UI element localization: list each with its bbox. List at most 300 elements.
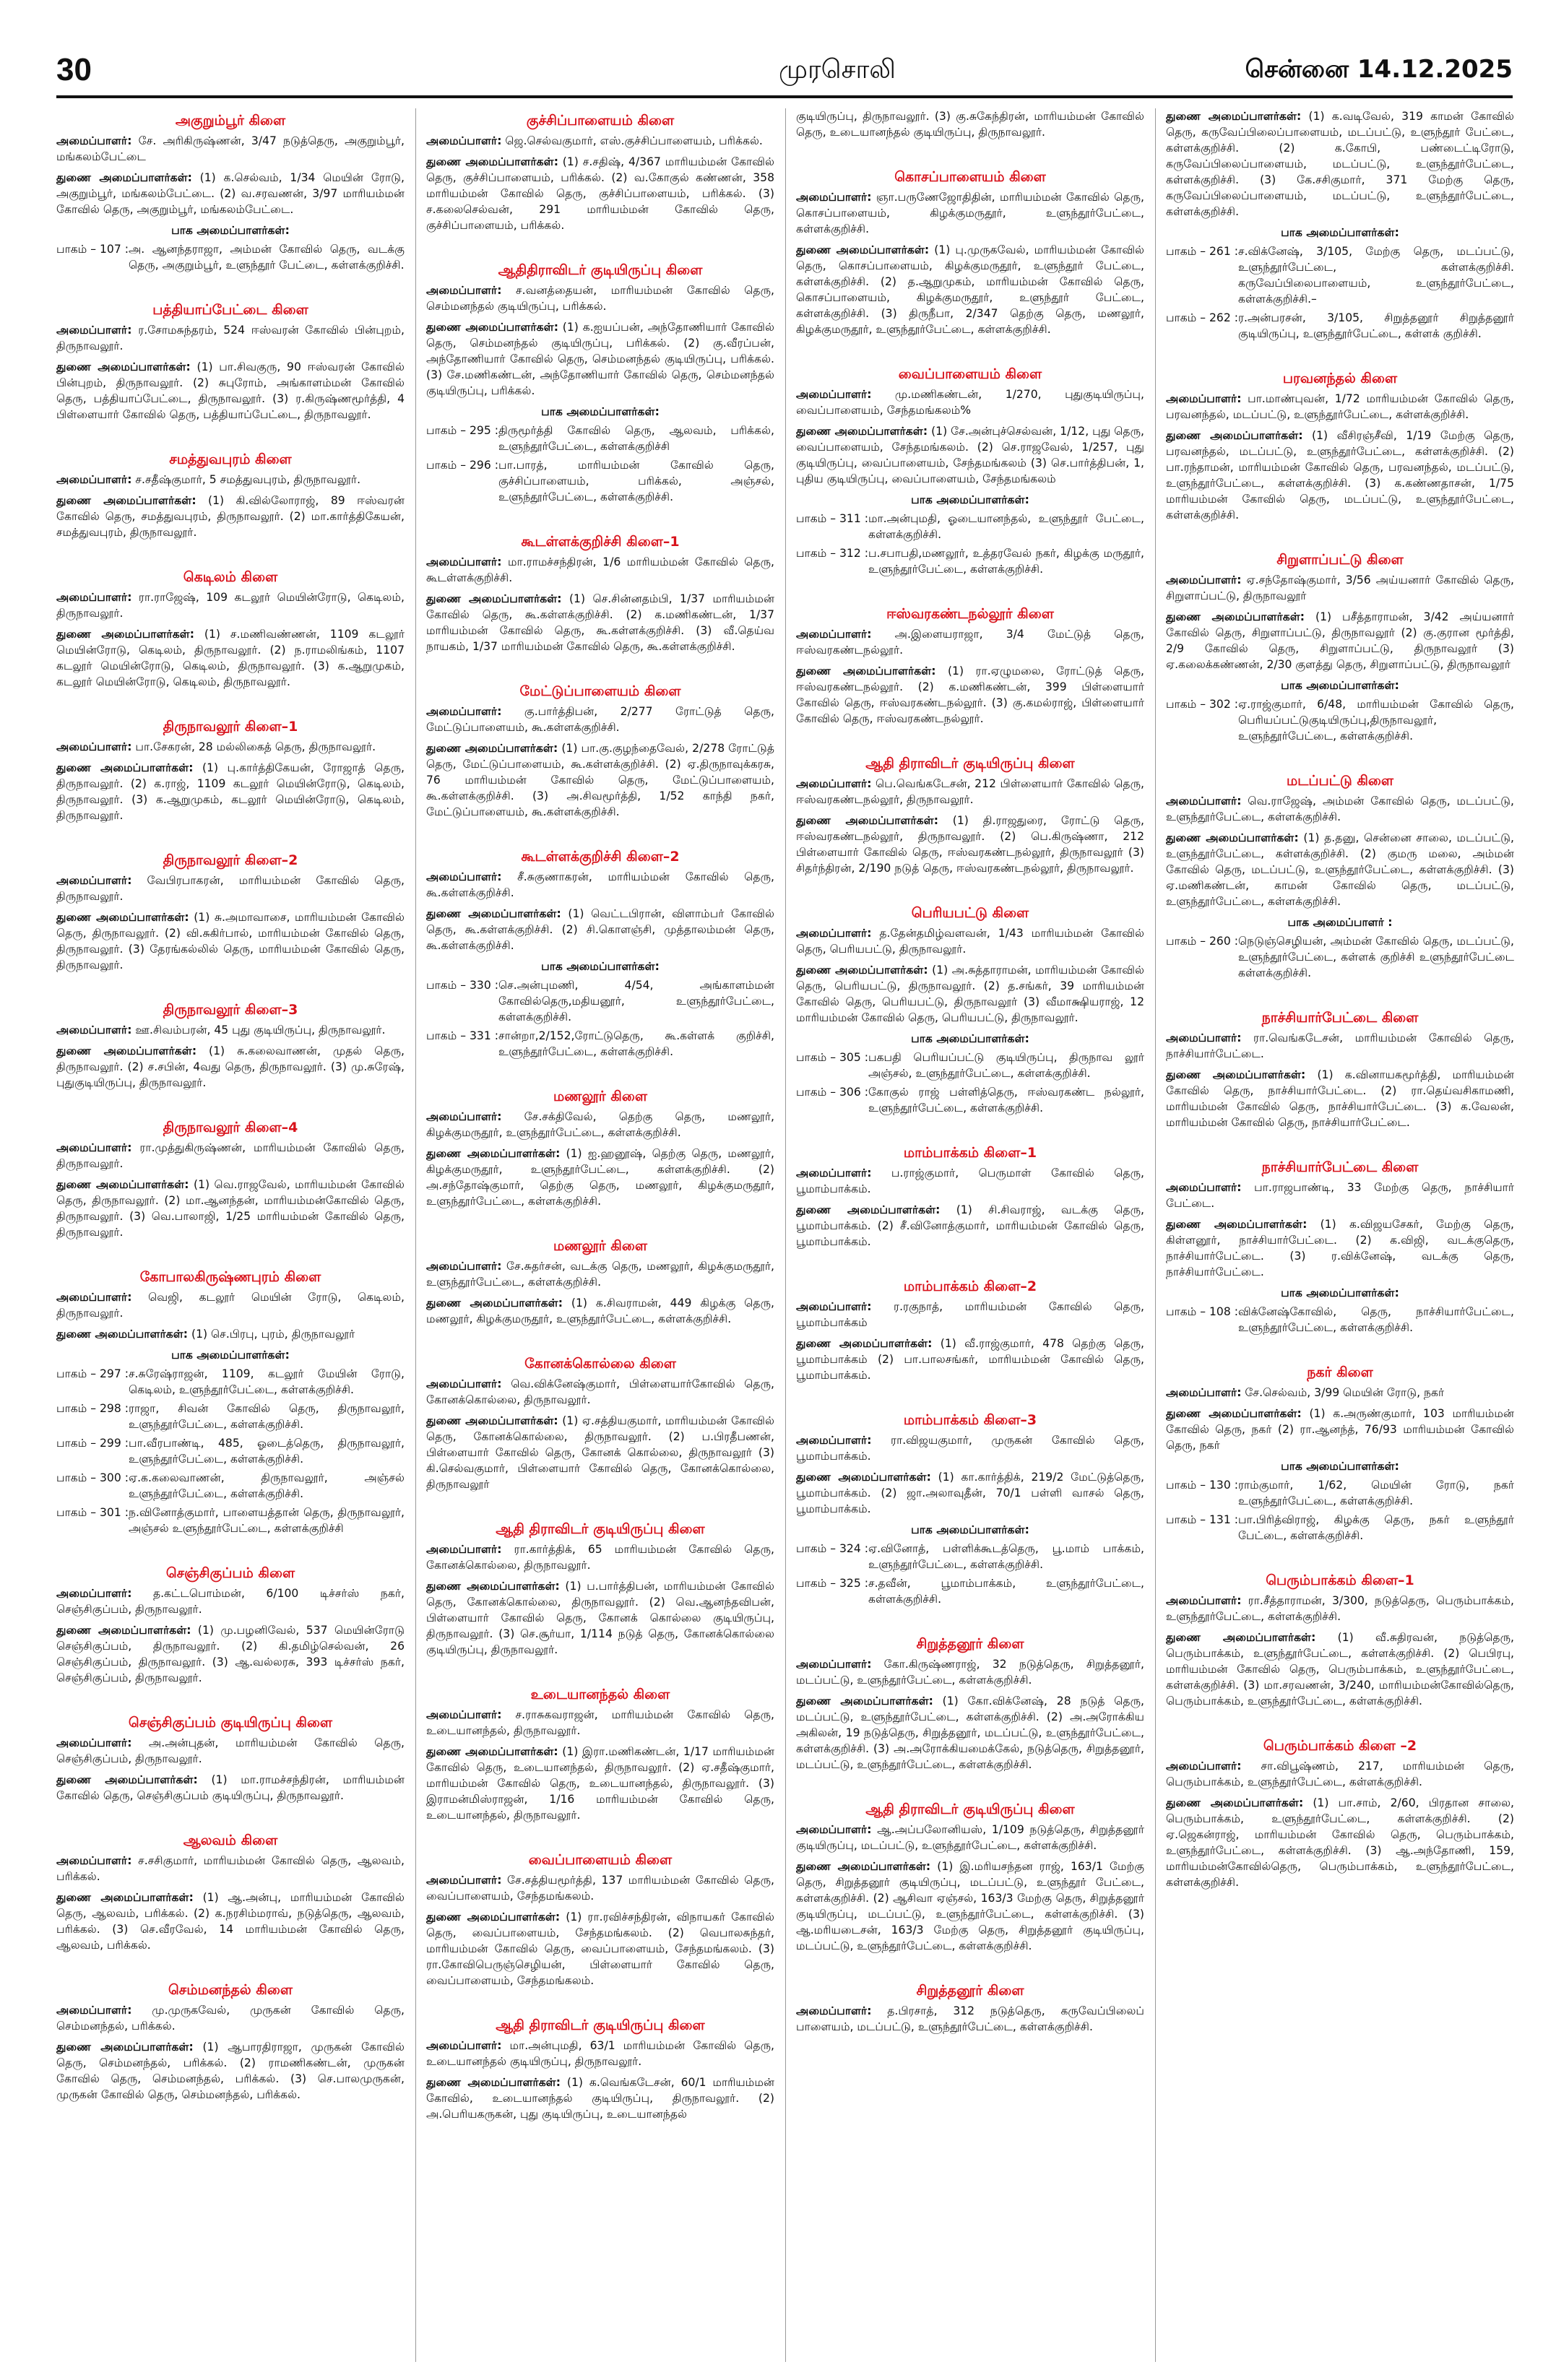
organizer-entry: அமைப்பாளர்: ப.ராஜ்குமார், பெருமாள் கோவில் தெரு, பூமாம்பாக்கம். — [796, 1167, 1144, 1195]
branch-heading: பரவனந்தல் கிளை — [1282, 371, 1398, 386]
organizer-entry: அமைப்பாளர்: சீ.சுகுணாகரன், மாரியம்மன் கோவில் தெரு, கூ.கள்ளக்குறிச்சி. — [426, 870, 774, 899]
branch-heading: பெரியபட்டு கிளை — [911, 905, 1029, 921]
deputy-organizers-entry: துணை அமைப்பாளர்கள்: (1) வீ.ராஜ்குமார், 478 தெற்கு தெரு, பூமாம்பாக்கம் (2) பா.பாலசங்கர், மாரியம்மன் கோவில் தெரு, பூமாம்பாக்கம். — [796, 1337, 1144, 1382]
booth-row — [426, 977, 774, 1025]
booth-number: பாகம் – 301 : — [56, 1506, 129, 1519]
field-label: துணை அமைப்பாளர்கள்: — [796, 1337, 933, 1350]
column-divider — [415, 108, 416, 2362]
field-label: துணை அமைப்பாளர்கள்: — [796, 665, 936, 678]
field-label: அமைப்பாளர்: — [426, 555, 502, 568]
field-label: அமைப்பாளர்: — [1166, 392, 1242, 405]
field-label: அமைப்பாளர்: — [56, 1587, 132, 1600]
branch-heading: ஆதி திராவிடர் குடியிருப்பு கிளை — [865, 756, 1075, 771]
field-label: துணை அமைப்பாளர்கள்: — [56, 1044, 197, 1057]
field-label: துணை அமைப்பாளர்கள்: — [426, 1580, 560, 1593]
branch-heading: மணலூர் கிளை — [553, 1238, 647, 1254]
organizer-entry: அமைப்பாளர்: த.கட்டபொம்மன், 6/100 டிச்சர்ஸ் நகர், செஞ்சிகுப்பம், திருநாவலூர். — [56, 1587, 405, 1616]
booth-organizers-heading: பாக அமைப்பாளர்கள்: — [1281, 679, 1399, 692]
organizer-entry: அமைப்பாளர்: சே. அரிகிருஷ்ணன், 3/47 நடுத்தெரு, அகுறும்பூர், மங்கலம்பேட்டை — [56, 134, 405, 163]
page-number: 30 — [56, 52, 92, 87]
field-label: அமைப்பாளர்: — [426, 1260, 502, 1273]
column-4 — [1166, 108, 1514, 2362]
branch-heading: கோபாலகிருஷ்ணபுரம் கிளை — [139, 1269, 321, 1285]
booth-organizer: நெடுஞ்செழியன், அம்மன் கோவில் தெரு, மடப்பட்டு, உளுந்தூர்பேட்டை, கள்ளக் குறிச்சி உளுந்தூர்பேட்டை கள்ளக்குறிச்சி. — [1237, 935, 1514, 979]
deputy-organizers-entry: துணை அமைப்பாளர்கள்: (1) சி.சிவராஜ், வடக்கு தெரு, பூமாம்பாக்கம். (2) சீ.வினோத்குமார், மாரியம்மன் கோவில் தெரு, பூமாம்பாக்கம். — [796, 1203, 1144, 1248]
masthead — [56, 52, 1513, 98]
field-label: துணை அமைப்பாளர்கள்: — [796, 1695, 933, 1708]
organizer-entry: அமைப்பாளர்: மு.முருகவேல், முருகன் கோவில் தெரு, செம்மனந்தல், பரிக்கல். — [56, 2004, 405, 2033]
booth-organizers-heading: பாக அமைப்பாளர்கள்: — [541, 960, 660, 973]
organizer-entry: அமைப்பாளர்: ர.ரகுநாத், மாரியம்மன் கோவில் தெரு, பூமாம்பாக்கம் — [796, 1300, 1144, 1329]
branch-heading: சிறுத்தனூர் கிளை — [916, 1636, 1024, 1652]
organizer-entry: அமைப்பாளர்: ஆ.அப்பலோனியஸ், 1/109 நடுத்தெரு, சிறுத்தனூர் குடியிருப்பு, மடப்பட்டு, உளுந்தூர்பேட்டை, கள்ளக்குறிச்சி. — [796, 1823, 1144, 1852]
branch-heading: மாம்பாக்கம் கிளை–3 — [903, 1412, 1037, 1428]
deputy-organizers-entry: துணை அமைப்பாளர்கள்: (1) சு.அமாவாசை, மாரியம்மன் கோவில் தெரு, திருநாவலூர். (2) வி.சுகிர்பால், மாரியம்மன் கோவில் தெரு, திருநாவலூர். (3) தேரங்கல்லில் தெரு, மாரியம்மன் கோவில் தெரு, திருநாவலூர். — [56, 911, 405, 972]
field-label: அமைப்பாளர்: — [796, 1658, 872, 1671]
booth-number: பாகம் – 311 : — [796, 512, 868, 525]
booth-number: பாகம் – 312 : — [796, 547, 868, 560]
organizer-entry: அமைப்பாளர்: மா.ராமச்சந்திரன், 1/6 மாரியம்மன் கோவில் தெரு, கூடள்ளக்குறிச்சி. — [426, 555, 774, 584]
deputy-organizers-entry: துணை அமைப்பாளர்கள்: (1) பா.கு.குழந்தைவேல், 2/278 ரோட்டுத் தெரு, மேட்டுப்பாளையம், கூ.கள்ளக்குறிச்சி. (2) ஏ.திருநாவுக்கரசு, 76 மாரியம்மன் கோவில் தெரு, மேட்டுப்பாளையம், கூ.கள்ளக்குறிச்சி. (3) அ.சிவமூர்த்தி, 1/52 காந்தி நகர், மேட்டுப்பாளையம், கூ.கள்ளக்குறிச்சி. — [426, 742, 774, 818]
deputy-organizers-entry: துணை அமைப்பாளர்கள்: (1) ப.பார்த்திபன், மாரியம்மன் கோவில் தெரு, கோனக்கொல்லை, திருநாவலூர். (2) வெ.ஆனந்தவிபன், பிள்ளையார் கோவில் தெரு, கோனக் கொல்லை குடியிருப்பு, திருநாவலூர். (3) செ.சூர்யா, 1/114 நடுத் தெரு, கோனக்கொல்லை குடியிருப்பு, திருநாவலூர். — [426, 1580, 774, 1656]
booth-number: பாகம் – 261 : — [1166, 245, 1238, 258]
deputy-organizers-entry: துணை அமைப்பாளர்கள்: (1) க.வினாயகமூர்த்தி, மாரியம்மன் கோவில் தெரு, நாச்சியார்பேட்டை. (2) ரா.தெய்வசிகாமணி, மாரியம்மன் கோவில் தெரு, நாச்சியார்பேட்டை. (3) க.வேலன், மாரியம்மன் கோவில் தெரு, நாச்சியார்பேட்டை. — [1166, 1068, 1514, 1129]
organizer-entry: அமைப்பாளர்: த.தேன்தமிழ்வளவன், 1/43 மாரியம்மன் கோவில் தெரு, பெரியபட்டு, திருநாவலூர். — [796, 927, 1144, 956]
booth-row — [796, 1084, 1144, 1116]
field-label: துணை அமைப்பாளர்கள்: — [796, 243, 930, 256]
organizer-entry: அமைப்பாளர்: ஞா.பருணேஜோதிதின், மாரியம்மன் கோவில் தெரு, கொசப்பாளையம், கிழக்குமருதூர், உளுந்தூர்பேட்டை, கள்ளக்குறிச்சி. — [796, 191, 1144, 235]
booth-row — [56, 1435, 405, 1467]
booth-organizer: ந.வினோத்குமார், பாளையத்தான் தெரு, திருநாவலூர், அஞ்சல் உளுந்தூர்பேட்டை, கள்ளக்குறிச்சி — [128, 1506, 405, 1535]
organizer-entry: அமைப்பாளர்: சா.விபூஷ்ணம், 217, மாரியம்மன் தெரு, பெரும்பாக்கம், உளுந்தூர்பேட்டை, கள்ளக்குறிச்சி. — [1166, 1760, 1514, 1788]
field-label: அமைப்பாளர்: — [426, 705, 502, 718]
column-3 — [796, 108, 1144, 2362]
booth-row — [796, 1575, 1144, 1607]
booth-organizers-heading: பாக அமைப்பாளர்கள்: — [1281, 1286, 1399, 1299]
field-label: துணை அமைப்பாளர்கள்: — [56, 1328, 189, 1341]
field-label: அமைப்பாளர்: — [56, 473, 132, 486]
branch-heading: நாச்சியார்பேட்டை கிளை — [1261, 1010, 1419, 1026]
field-label: துணை அமைப்பாளர்கள்: — [56, 628, 194, 641]
booth-organizer: செ.அன்புமணி, 4/54, அங்காளம்மன் கோவில்தெரு,மதியனூர், உளுந்தூர்பேட்டை, கள்ளக்குறிச்சி. — [498, 979, 774, 1024]
deputy-organizers-entry: துணை அமைப்பாளர்கள்: (1) மா.ராமச்சந்திரன், மாரியம்மன் கோவில் தெரு, செஞ்சிகுப்பம் குடியிருப்பு, திருநாவலூர். — [56, 1773, 405, 1802]
booth-row — [1166, 243, 1514, 307]
field-label: துணை அமைப்பாளர்கள்: — [56, 1178, 189, 1191]
booth-row — [56, 1366, 405, 1398]
deputy-organizers-entry: துணை அமைப்பாளர்கள்: (1) வீசிரஞ்சீவி, 1/19 மேற்கு தெரு, பரவனந்தல், மடப்பட்டு, உளுந்தூர்பேட்டை, கள்ளக்குறிச்சி. (2) பா.ரந்தாமன், மாரியம்மன் கோவில் தெரு, பரவனந்தல், மடப்பட்டு, உளுந்தூர்பேட்டை, கள்ளக்குறிச்சி. (3) க.கண்ணதாசன், 1/75 மாரியம்மன் கோவில் தெரு, மடப்பட்டு, உளுந்தூர்பேட்டை, கள்ளக்குறிச்சி. — [1166, 429, 1514, 522]
branch-heading: கூடள்ளக்குறிச்சி கிளை–2 — [521, 849, 680, 865]
booth-row — [56, 241, 405, 273]
booth-organizers-heading: பாக அமைப்பாளர்கள்: — [171, 1349, 290, 1362]
booth-organizer: ச.விக்னேஷ், 3/105, மேற்கு தெரு, மடப்பட்டு, உளுந்தூர்பேட்டை, கள்ளக்குறிச்சி. கருவேப்பிலைபாளையம், உளுந்தூர்பேட்டை, கள்ளக்குறிச்சி.– — [1237, 245, 1514, 306]
organizer-entry: அமைப்பாளர்: ச.வனத்தையன், மாரியம்மன் கோவில் தெரு, செம்மனந்தல் குடியிருப்பு, பரிக்கல். — [426, 284, 774, 313]
field-label: துணை அமைப்பாளர்கள்: — [426, 1745, 558, 1758]
organizer-entry: அமைப்பாளர்: ஜெ.செல்வகுமார், எஸ்.குச்சிப்பாளையம், பரிக்கல். — [426, 134, 763, 147]
field-label: அமைப்பாளர்: — [1166, 1760, 1242, 1773]
branch-heading: கொசப்பாளையம் கிளை — [894, 169, 1046, 185]
branch-heading: திருநாவலூர் கிளை–3 — [163, 1002, 298, 1018]
booth-number: பாகம் – 324 : — [796, 1542, 868, 1555]
branch-heading: சிறுளாப்பட்டு கிளை — [1276, 552, 1404, 568]
deputy-organizers-entry: துணை அமைப்பாளர்கள்: (1) க.விஜயசேகர், மேற்கு தெரு, கிள்ளனூர், நாச்சியார்பேட்டை. (2) க.விஜி, வடக்குதெரு, நாச்சியார்பேட்டை. (3) ர.விக்னேஷ், வடக்கு தெரு, நாச்சியார்பேட்டை. — [1166, 1218, 1514, 1278]
organizer-entry: அமைப்பாளர்: ரா.சீத்தாராமன், 3/300, நடுத்தெரு, பெரும்பாக்கம், உளுந்தூர்பேட்டை, கள்ளக்குறிச்சி. — [1166, 1594, 1514, 1623]
deputy-organizers-entry: துணை அமைப்பாளர்கள்: (1) கோ.விக்னேஷ், 28 நடுத் தெரு, மடப்பட்டு, உளுந்தூர்பேட்டை, கள்ளக்குறிச்சி. (2) அ.அரோக்கிய அகிலன், 19 நடுத்தெரு, சிறுத்தனூர், மடப்பட்டு, உளுந்தூர்பேட்டை, கள்ளக்குறிச்சி. (3) அ.அரோக்கியமைக்கேல், நடுத்தெரு, சிறுத்தனூர், மடப்பட்டு, உளுந்தூர்பேட்டை, கள்ளக்குறிச்சி. — [796, 1695, 1144, 1771]
field-label: அமைப்பாளர்: — [1166, 1594, 1242, 1607]
field-label: அமைப்பாளர்: — [1166, 1386, 1242, 1399]
organizer-entry: அமைப்பாளர்: பா.ராஜபாண்டி, 33 மேற்கு தெரு, நாச்சியார் பேட்டை. — [1166, 1181, 1514, 1210]
branch-heading: திருநாவலூர் கிளை–2 — [163, 852, 298, 868]
field-label: துணை அமைப்பாளர்கள்: — [796, 964, 928, 977]
booth-organizer: பகபதி பெரியப்பட்டு குடியிருப்பு, திருநாவ லூர் அஞ்சல், உளுந்தூர்பேட்டை, கள்ளக்குறிச்சி. — [868, 1051, 1144, 1080]
deputy-organizers-entry: துணை அமைப்பாளர்கள்: (1) இரா.மணிகண்டன், 1/17 மாரியம்மன் கோவில் தெரு, உடையானந்தல், திருநாவலூர். (2) ஏ.சதீஷ்குமார், மாரியம்மன் கோவில் தெரு, உடையானந்தல், திருநாவலூர். (3) இராமன்மிஸ்ராஜன், 1/16 மாரியம்மன் கோவில் தெரு, உடையானந்தல், திருநாவலூர். — [426, 1745, 774, 1822]
field-label: அமைப்பாளர்: — [56, 324, 132, 337]
column-divider — [1155, 108, 1156, 2362]
booth-organizer: கோகுல் ராஜ் பள்ளித்தெரு, ஈஸ்வரகண்ட நல்லூர், உளுந்தூர்பேட்டை, கள்ளக்குறிச்சி. — [868, 1086, 1144, 1115]
deputy-organizers-entry: துணை அமைப்பாளர்கள்: (1) ஆ.அன்பு, மாரியம்மன் கோவில் தெரு, ஆலவம், பரிக்கல். (2) க.நரசிம்மராவ், நடுத்தெரு, ஆலவம், பரிக்கல். (3) செ.வீரவேல், 14 மாரியம்மன் கோவில் தெரு, ஆலவம், பரிக்கல். — [56, 1891, 405, 1952]
deputy-organizers-entry: துணை அமைப்பாளர்கள்: (1) வெட்டபிரான், விளாம்பர் கோவில் தெரு, கூ.கள்ளக்குறிச்சி. (2) சி.கொளஞ்சி, முத்தாலம்மன் தெரு, கூ.கள்ளக்குறிச்சி. — [426, 907, 774, 952]
booth-organizer: மா.அன்புமதி, ஓடையானந்தல், உளுந்தூர் பேட்டை, கள்ளக்குறிச்சி. — [868, 512, 1144, 541]
field-label: அமைப்பாளர்: — [1166, 1181, 1242, 1194]
booth-number: பாகம் – 131 : — [1166, 1513, 1238, 1526]
organizer-entry: அமைப்பாளர்: அ.இளையராஜா, 3/4 மேட்டுத் தெரு, ஈஸ்வரகண்டநல்லூர். — [796, 628, 1144, 657]
branch-heading: நாச்சியார்பேட்டை கிளை — [1261, 1159, 1419, 1175]
deputy-organizers-entry: துணை அமைப்பாளர்கள்: (1) த.தனு, சென்னை சாலை, மடப்பட்டு, உளுந்தூர்பேட்டை, கள்ளக்குறிச்சி. (2) குமரு மலை, அம்மன் கோவில் தெரு, மடப்பட்டு, உளுந்தூர்பேட்டை, கள்ளக்குறிச்சி. (3) ஏ.மணிகண்டன், காமன் கோவில் தெரு, மடப்பட்டு, உளுந்தூர்பேட்டை, கள்ளக்குறிச்சி. — [1166, 831, 1514, 908]
field-label: அமைப்பாளர்: — [1166, 795, 1242, 808]
deputy-organizers-entry: துணை அமைப்பாளர்கள்: (1) மு.பழனிவேல், 537 மெயின்ரோடு செஞ்சிகுப்பம், திருநாவலூர். (2) கி.தமிழ்செல்வன், 26 செஞ்சிகுப்பம், திருநாவலூர். (3) ஆ.வல்லரசு, 393 டிச்சர்ஸ் நகர், செஞ்சிகுப்பம், திருநாவலூர். — [56, 1624, 405, 1684]
booth-organizer: பா.பிரித்விராஜ், கிழக்கு தெரு, நகர் உளுந்தூர் பேட்டை, கள்ளக்குறிச்சி. — [1237, 1513, 1514, 1542]
booth-row — [1166, 696, 1514, 744]
deputy-organizers-entry: துணை அமைப்பாளர்கள்: (1) ச.மணிவண்ணன், 1109 கடலூர் மெயின்ரோடு, கெடிலம், திருநாவலூர். (2) ந.ராமலிங்கம், 1107 கடலூர் மெயின்ரோடு, கெடிலம், திருநாவலூர். (3) க.ஆறுமுகம், கடலூர் மெயின்ரோடு, கெடிலம், திருநாவலூர். — [56, 628, 405, 688]
booth-row — [796, 1541, 1144, 1572]
field-label: அமைப்பாளர்: — [56, 1291, 132, 1304]
field-label: துணை அமைப்பாளர்கள்: — [56, 1891, 194, 1904]
organizer-entry: அமைப்பாளர்: ச.சதீஷ்குமார், 5 சமத்துவபுரம், திருநாவலூர். — [56, 473, 361, 486]
deputy-organizers-entry: துணை அமைப்பாளர்கள்: (1) ரா.ரவிச்சந்திரன், விநாயகர் கோவில் தெரு, வைப்பாளையம், சேந்தமங்கலம். (2) வெபாலசுந்தர், மாரியம்மன் கோவில் தெரு, வைப்பாளையம், சேந்தமங்கலம். (3) ரா.கோவிபெருஞ்செழியன், பிள்ளையார் கோவில் தெரு, வைப்பாளையம், சேந்தமங்கலம். — [426, 1911, 774, 1987]
organizer-entry: அமைப்பாளர்: ரா.கார்த்திக், 65 மாரியம்மன் கோவில் தெரு, கோனக்கொல்லை, திருநாவலூர். — [426, 1543, 774, 1572]
organizer-entry: அமைப்பாளர்: சே.சத்தியமூர்த்தி, 137 மாரியம்மன் கோவில் தெரு, வைப்பாளையம், சேந்தமங்கலம். — [426, 1874, 774, 1903]
organizer-entry: அமைப்பாளர்: ரா.முத்துகிருஷ்ணன், மாரியம்மன் கோவில் தெரு, திருநாவலூர். — [56, 1141, 405, 1170]
booth-number: பாகம் – 296 : — [426, 459, 498, 472]
deputy-organizers-entry: துணை அமைப்பாளர்கள்: (1) க.ஐயப்பன், அந்தோணியார் கோவில் தெரு, செம்மனந்தல் குடியிருப்பு, பரிக்கல். (2) கு.வீரப்பன், அந்தோணியார் கோவில் தெரு, செம்மனந்தல் குடியிருப்பு, பரிக்கல். (3) சே.மணிகண்டன், அந்தோணியார் கோவில் தெரு, செம்மனந்தல் குடியிருப்பு, பரிக்கல். — [426, 321, 774, 397]
deputy-organizers-entry: துணை அமைப்பாளர்கள்: (1) செ.பிரபு, புரம், திருநாவலூர் — [56, 1328, 355, 1341]
field-label: துணை அமைப்பாளர்கள்: — [426, 742, 558, 755]
branch-heading: நகர் கிளை — [1307, 1364, 1373, 1380]
booth-organizer: ர.அன்பரசன், 3/105, சிறுத்தனூர் சிறுத்தனூர் குடியிருப்பு, உளுந்தூர்பேட்டை, கள்ளக் குறிச்சி. — [1237, 311, 1514, 340]
field-label: துணை அமைப்பாளர்கள்: — [56, 494, 196, 507]
branch-heading: கெடிலம் கிளை — [183, 569, 278, 585]
deputy-organizers-entry: துணை அமைப்பாளர்கள்: (1) பு.முருகவேல், மாரியம்மன் கோவில் தெரு, கொசப்பாளையம், கிழக்குமருதூர், உளுந்தூர் பேட்டை, கள்ளக்குறிச்சி. (2) த.ஆறுமுகம், மாரியம்மன் கோவில் தெரு, கொசப்பாளையம், கிழக்குமருதூர், உளுந்தூர் பேட்டை, கள்ளக்குறிச்சி. (3) திருநீபா, 2/347 தெற்கு தெரு, மணலூர், கிழக்குமருதூர், உளுந்தூர்பேட்டை, கள்ளக்குறிச்சி. — [796, 243, 1144, 336]
deputy-organizers-entry: துணை அமைப்பாளர்கள்: (1) சு.கலைவாணன், முதல் தெரு, திருநாவலூர். (2) ச.சபின், 4வது தெரு, திருநாவலூர். (3) மு.சுரேஷ், புதுகுடியிருப்பு, திருநாவலூர். — [56, 1044, 405, 1089]
booth-number: பாகம் – 330 : — [426, 979, 498, 992]
booth-organizer: ச.சுரேஷ்ராஜன், 1109, கடலூர் மேயின் ரோடு, கெடிலம், உளுந்தூர்பேட்டை, கள்ளக்குறிச்சி. — [128, 1367, 405, 1396]
deputy-organizers-entry: துணை அமைப்பாளர்கள்: (1) பசீத்தாராமன், 3/42 அய்யனார் கோவில் தெரு, சிறுளாப்பட்டு, திருநாவலூர் (2) கு.குரான மூர்த்தி, 2/9 கோவில் தெரு, சிறுளாப்பட்டு, திருநாவலூர் (3) ஏ.கலைக்கண்ணன், 2/30 குளத்து தெரு, சிறுளாப்பட்டு, திருநாவலூர் — [1166, 610, 1514, 671]
deputy-organizers-entry: துணை அமைப்பாளர்கள்: (1) கி.வில்லோராஜ், 89 ஈஸ்வரன் கோவில் தெரு, சமத்துவபுரம், திருநாவலூர். (2) மா.கார்த்திகேயன், சமத்துவபுரம், திருநாவலூர். — [56, 494, 405, 539]
booth-organizers-heading: பாக அமைப்பாளர்கள்: — [911, 1032, 1029, 1045]
booth-organizers-heading: பாக அமைப்பாளர்கள்: — [171, 224, 290, 237]
field-label: துணை அமைப்பாளர்கள்: — [426, 1911, 561, 1924]
branch-heading: அகுறும்பூர் கிளை — [175, 113, 286, 129]
booth-organizer: ஏ.வினோத், பள்ளிக்கூடத்தெரு, பூ.மாம் பாக்கம், உளுந்தூர்பேட்டை, கள்ளக்குறிச்சி. — [868, 1542, 1144, 1571]
organizer-entry: அமைப்பாளர்: த.பிரசாத், 312 நடுத்தெரு, கருவேப்பிலைப் பாளையம், மடப்பட்டு, உளுந்தூர்பேட்டை, கள்ளக்குறிச்சி. — [796, 2004, 1144, 2033]
field-label: அமைப்பாளர்: — [426, 1377, 502, 1390]
booth-number: பாகம் – 300 : — [56, 1471, 129, 1484]
field-label: துணை அமைப்பாளர்கள்: — [1166, 1796, 1304, 1809]
booth-row — [426, 457, 774, 505]
field-label: துணை அமைப்பாளர்கள்: — [426, 1414, 558, 1427]
booth-row — [56, 1401, 405, 1432]
booth-row — [796, 511, 1144, 542]
organizer-entry: அமைப்பாளர்: பா.மாண்புவன், 1/72 மாரியம்மன் கோவில் தெரு, பரவனந்தல், மடப்பட்டு, உளுந்தூர்பேட்டை, கள்ளக்குறிச்சி. — [1166, 392, 1514, 421]
booth-organizer: ஏ.க.கலைவாணன், திருநாவலூர், அஞ்சல் உளுந்தூர்பேட்டை, கள்ளக்குறிச்சி. — [128, 1471, 405, 1500]
branch-heading: பத்தியாப்பேட்டை கிளை — [152, 302, 308, 318]
branch-heading: பெரும்பாக்கம் கிளை –2 — [1263, 1738, 1417, 1754]
organizer-entry: அமைப்பாளர்: வெ.விக்னேஷ்குமார், பிள்ளையார்கோவில் தெரு, கோனக்கொல்லை, திருநாவலூர். — [426, 1377, 774, 1406]
field-label: துணை அமைப்பாளர்கள்: — [1166, 1631, 1316, 1644]
booth-number: பாகம் – 295 : — [426, 424, 498, 437]
branch-heading: வைப்பாளையம் கிளை — [898, 366, 1042, 382]
branch-heading: ஆதி திராவிடர் குடியிருப்பு கிளை — [865, 1801, 1075, 1817]
booth-row — [1166, 1304, 1514, 1336]
organizer-entry: அமைப்பாளர்: வேபிரபாகரன், மாரியம்மன் கோவில் தெரு, திருநாவலூர். — [56, 874, 405, 903]
field-label: துணை அமைப்பாளர்கள்: — [56, 171, 192, 184]
field-label: அமைப்பாளர்: — [796, 1823, 872, 1836]
field-label: துணை அமைப்பாளர்கள்: — [1166, 1218, 1308, 1231]
deputy-organizers-entry: துணை அமைப்பாளர்கள்: (1) பு.கார்த்திகேயன், ரோஜாத் தெரு, திருநாவலூர். (2) க.ராஜ், 1109 கடலூர் மெயின்ரோடு, கெடிலம், திருநாவலூர். (3) க.ஆறுமுகம், கடலூர் மெயின்ரோடு, கெடிலம், திருநாவலூர். — [56, 761, 405, 822]
field-label: துணை அமைப்பாளர்கள்: — [426, 155, 558, 168]
deputy-organizers-entry: துணை அமைப்பாளர்கள்: (1) சே.அன்புச்செல்வன், 1/12, புது தெரு, வைப்பாளையம், சேந்தமங்கலம். (2) செ.ராஜவேல், 1/257, புது குடியிருப்பு, வைப்பாளையம், சேந்தமங்கலம் (3) செ.பார்த்திபன், 1, புதிய குடியிருப்பு, வைப்பாளையம், சேந்தமங்கலம் — [796, 425, 1144, 485]
booth-row — [56, 1470, 405, 1502]
branch-heading: சமத்துவபுரம் கிளை — [169, 451, 292, 467]
branch-heading: சிறுத்தனூர் கிளை — [916, 1983, 1024, 1999]
booth-number: பாகம் – 325 : — [796, 1577, 868, 1590]
field-label: துணை அமைப்பாளர்கள்: — [796, 1471, 931, 1484]
field-label: அமைப்பாளர்: — [796, 388, 872, 401]
booth-number: பாகம் – 331 : — [426, 1029, 498, 1042]
organizer-entry: அமைப்பாளர்: சே.சுதர்சன், வடக்கு தெரு, மணலூர், கிழக்குமருதூர், உளுந்தூர்பேட்டை, கள்ளக்குறிச்சி. — [426, 1260, 774, 1289]
deputy-organizers-entry: துணை அமைப்பாளர்கள்: (1) செ.சின்னதம்பி, 1/37 மாரியம்மன் கோவில் தெரு, கூ.கள்ளக்குறிச்சி. (2) க.மணிகண்டன், 1/37 மாரியம்மன் கோவில் தெரு, கூ.கள்ளக்குறிச்சி. (3) வீ.தெய்வ நாயகம், 1/37 மாரியம்மன் கோவில் தெரு, கூ.கள்ளக்குறிச்சி. — [426, 592, 774, 653]
branch-heading: ஆதி திராவிடர் குடியிருப்பு கிளை — [496, 2017, 705, 2033]
field-label: துணை அமைப்பாளர்கள்: — [426, 2076, 561, 2089]
field-label: துணை அமைப்பாளர்கள்: — [56, 1624, 191, 1637]
booth-organizer: ராஜா, சிவன் கோவில் தெரு, திருநாவலூர், உளுந்தூர்பேட்டை, கள்ளக்குறிச்சி. — [128, 1402, 405, 1431]
field-label: துணை அமைப்பாளர்கள்: — [426, 1147, 561, 1160]
booth-organizer: பா.பாரத், மாரியம்மன் கோவில் தெரு, குச்சிப்பாளையம், பரிக்கல், அஞ்சல், உளுந்தூர்பேட்டை, கள்ளக்குறிச்சி. — [498, 459, 774, 503]
field-label: அமைப்பாளர்: — [56, 1024, 132, 1037]
article-columns — [56, 108, 1513, 2362]
branch-heading: ஆதி திராவிடர் குடியிருப்பு கிளை — [496, 1521, 705, 1537]
field-label: அமைப்பாளர்: — [56, 874, 132, 887]
field-label: துணை அமைப்பாளர்கள்: — [1166, 429, 1303, 442]
field-label: அமைப்பாளர்: — [426, 284, 502, 297]
branch-heading: குச்சிப்பாளையம் கிளை — [526, 113, 675, 129]
branch-heading: செஞ்சிகுப்பம் குடியிருப்பு கிளை — [128, 1715, 333, 1731]
field-label: துணை அமைப்பாளர்கள்: — [1166, 831, 1299, 844]
field-label: அமைப்பாளர்: — [796, 2004, 872, 2017]
field-label: அமைப்பாளர்: — [796, 1167, 872, 1180]
organizer-entry: அமைப்பாளர்: கோ.கிருஷ்ணராஜ், 32 நடுத்தெரு, சிறுத்தனூர், மடப்பட்டு, உளுந்தூர்பேட்டை, கள்ளக்குறிச்சி. — [796, 1658, 1144, 1687]
field-label: அமைப்பாளர்: — [796, 1300, 872, 1313]
booth-number: பாகம் – 305 : — [796, 1051, 868, 1064]
deputy-organizers-entry: துணை அமைப்பாளர்கள்: (1) வீ.சுதிரவன், நடுத்தெரு, பெரும்பாக்கம், உளுந்தூர்பேட்டை, கள்ளக்குறிச்சி. (2) பெபிரபு, மாரியம்மன் கோவில் தெரு, பெரும்பாக்கம், உளுந்தூர்பேட்டை, கள்ளக்குறிச்சி. (3) மா.சரவணன், 3/240, மாரியம்மன்கோவில்தெரு, பெரும்பாக்கம், உளுந்தூர்பேட்டை, கள்ளக்குறிச்சி. — [1166, 1631, 1514, 1708]
field-label: அமைப்பாளர்: — [426, 1874, 502, 1887]
organizer-entry: அமைப்பாளர்: ர.சோமசுந்தரம், 524 ஈஸ்வரன் கோவில் பின்புறம், திருநாவலூர். — [56, 324, 405, 352]
organizer-entry: அமைப்பாளர்: பெ.வெங்கடேசன், 212 பிள்ளையார் கோவில் தெரு, ஈஸ்வரகண்டநல்லூர், திருநாவலூர். — [796, 777, 1144, 806]
booth-organizer: பா.வீரபாண்டி, 485, ஓடைத்தெரு, திருநாவலூர், உளுந்தூர்பேட்டை, கள்ளக்குறிச்சி. — [128, 1437, 405, 1466]
organizer-entry: அமைப்பாளர்: மா.அன்புமதி, 63/1 மாரியம்மன் கோவில் தெரு, உடையானந்தல் குடியிருப்பு, திருநாவலூர். — [426, 2039, 774, 2068]
deputy-organizers-entry: துணை அமைப்பாளர்கள்: (1) க.வடிவேல், 319 காமன் கோவில் தெரு, கருவேப்பிலைப்பாளையம், மடப்பட்டு, உளுந்தூர் பேட்டை, கள்ளக்குறிச்சி. (2) க.கோபி, பண்டைட்டிரோடு, கருவேப்பிலைப்பாளையம், மடப்பட்டு, உளுந்தூர்பேட்டை, கள்ளக்குறிச்சி. (3) கே.சசிகுமார், 371 மேற்கு தெரு, கருவேப்பிலைப்பாளையம், மடப்பட்டு, உளுந்தூர்பேட்டை, கள்ளக்குறிச்சி. — [1166, 110, 1514, 218]
field-label: அமைப்பாளர்: — [426, 2039, 502, 2052]
field-label: அமைப்பாளர்: — [56, 1736, 132, 1749]
field-label: துணை அமைப்பாளர்கள்: — [796, 425, 928, 438]
deputy-organizers-entry: துணை அமைப்பாளர்கள்: (1) வெ.ராஜவேல், மாரியம்மன் கோவில் தெரு, திருநாவலூர். (2) மா.ஆனந்தன், மாரியம்மன்கோவில் தெரு, திருநாவலூர். (3) வெ.பாலாஜி, 1/25 மாரியம்மன் கோவில் தெரு, திருநாவலூர். — [56, 1178, 405, 1239]
booth-row — [796, 545, 1144, 577]
deputy-organizers-entry: துணை அமைப்பாளர்கள்: (1) க.செல்வம், 1/34 மெயின் ரோடு, அகுறும்பூர், மங்கலம்பேட்டை. (2) வ.சரவணன், 3/97 மாரியம்மன் கோவில் தெரு, அகுறும்பூர், மங்கலம்பேட்டை. — [56, 171, 405, 216]
booth-number: பாகம் – 260 : — [1166, 935, 1238, 948]
branch-heading: திருநாவலூர் கிளை–4 — [163, 1120, 298, 1135]
field-label: துணை அமைப்பாளர்கள்: — [426, 321, 558, 334]
deputy-organizers-entry: துணை அமைப்பாளர்கள்: (1) தி.ராஜதுரை, ரோட்டு தெரு, ஈஸ்வரகண்டநல்லூர், திருநாவலூர். (2) பெ.கிருஷ்ணா, 212 பிள்ளையார் கோவில் தெரு, ஈஸ்வரகண்டநல்லூர், திருநாவலூர் (3) சிதர்ந்திரன், 2/190 நடுத் தெரு, ஈஸ்வரகண்டநல்லூர், திருநாவலூர். — [796, 814, 1144, 875]
field-label: அமைப்பாளர்: — [56, 740, 132, 753]
organizer-entry: அமைப்பாளர்: மு.மணிகண்டன், 1/270, புதுகுடியிருப்பு, வைப்பாளையம், சேந்தமங்கலம்% — [796, 388, 1144, 417]
field-label: அமைப்பாளர்: — [56, 2004, 132, 2017]
booth-organizer: ராம்குமார், 1/62, மெயின் ரோடு, நகர் உளுந்தூர்பேட்டை, கள்ளக்குறிச்சி. — [1237, 1479, 1514, 1507]
booth-organizers-heading: பாக அமைப்பாளர் : — [1287, 916, 1393, 929]
deputy-organizers-entry: துணை அமைப்பாளர்கள்: (1) ஐ.ஹனூஷ், தெற்கு தெரு, மணலூர், கிழக்குமருதூர், உளுந்தூர்பேட்டை, கள்ளக்குறிச்சி. (2) அ.சந்தோஷ்குமார், தெற்கு தெரு, மணலூர், கிழக்குமருதூர், உளுந்தூர்பேட்டை, கள்ளக்குறிச்சி. — [426, 1147, 774, 1208]
field-label: அமைப்பாளர்: — [56, 1854, 132, 1867]
booth-organizer: ஏ.ராஜ்குமார், 6/48, மாரியம்மன் கோவில் தெரு, பெரியப்பட்டுகுடியிருப்பு,திருநாவலூர், உளுந்தூர்பேட்டை, கள்ளக்குறிச்சி. — [1237, 698, 1514, 743]
booth-number: பாகம் – 298 : — [56, 1402, 129, 1415]
organizer-entry: அமைப்பாளர்: ரா.வெங்கடேசன், மாரியம்மன் கோவில் தெரு, நாச்சியார்பேட்டை. — [1166, 1031, 1514, 1060]
field-label: துணை அமைப்பாளர்கள்: — [56, 911, 189, 924]
deputy-organizers-entry: துணை அமைப்பாளர்கள்: (1) இ.மரியசந்தன ராஜ், 163/1 மேற்கு தெரு, சிறுத்தனூர் குடியிருப்பு, மடப்பட்டு, உளுந்தூர் பேட்டை, கள்ளக்குறிச்சி. (2) ஆசிவா ஏஞ்சல், 163/3 மேற்கு தெரு, சிறுத்தனூர் குடியிருப்பு, மடப்பட்டு, உளுந்தூர்பேட்டை, கள்ளக்குறிச்சி. (3) ஆ.மரியடைசன், 163/3 மேற்கு தெரு, சிறுத்தனூர் குடியிருப்பு, மடப்பட்டு, உளுந்தூர்பேட்டை, கள்ளக்குறிச்சி. — [796, 1860, 1144, 1952]
deputy-organizers-entry: துணை அமைப்பாளர்கள்: (1) பா.சாம், 2/60, பிரதான சாலை, பெரும்பாக்கம், உளுந்தூர்பேட்டை, கள்ளக்குறிச்சி. (2) ஏ.ஜெகன்ராஜ், மாரியம்மன் கோவில் தெரு, பெரும்பாக்கம், உளுந்தூர்பேட்டை, கள்ளக்குறிச்சி. (3) ஆ.அந்தோணி, 159, மாரியம்மன்கோவில்தெரு, பெரும்பாக்கம், உளுந்தூர்பேட்டை, கள்ளக்குறிச்சி. — [1166, 1796, 1514, 1889]
booth-number: பாகம் – 107 : — [56, 243, 129, 256]
organizer-entry: அமைப்பாளர்: பா.சேகரன், 28 மல்லிகைத் தெரு, திருநாவலூர். — [56, 740, 376, 753]
booth-row — [1166, 1477, 1514, 1509]
deputy-organizers-entry: துணை அமைப்பாளர்கள்: (1) க.சிவராமன், 449 கிழக்கு தெரு, மணலூர், கிழக்குமருதூர், உளுந்தூர்பேட்டை, கள்ளக்குறிச்சி. — [426, 1297, 774, 1325]
deputy-organizers-entry: துணை அமைப்பாளர்கள்: (1) அ.சுத்தாராமன், மாரியம்மன் கோவில் தெரு, பெரியபட்டு, திருநாவலூர். (2) த.சங்கர், 39 மாரியம்மன் கோவில் தெரு, பெரியபட்டு, திருநாவலூர் (3) வீமாக்ஷியராஜ், 12 மாரியம்மன் கோவில் தெரு, பெரியபட்டு, திருநாவலூர். — [796, 964, 1144, 1024]
field-label: அமைப்பாளர்: — [426, 870, 502, 883]
organizer-entry: அமைப்பாளர்: ரா.ராஜேஷ், 109 கடலூர் மெயின்ரோடு, கெடிலம், திருநாவலூர். — [56, 591, 405, 620]
field-label: அமைப்பாளர்: — [426, 1708, 502, 1721]
deputy-organizers-entry: துணை அமைப்பாளர்கள்: (1) க.அருண்குமார், 103 மாரியம்மன் கோவில் தெரு, நகர் (2) ரா.ஆனந்த், 76/93 மாரியம்மன் கோவில் தெரு, நகர் — [1166, 1407, 1514, 1452]
field-label: அமைப்பாளர்: — [1166, 574, 1242, 587]
field-label: துணை அமைப்பாளர்கள்: — [56, 761, 194, 774]
booth-number: பாகம் – 108 : — [1166, 1305, 1238, 1318]
booth-row — [1166, 1512, 1514, 1544]
field-label: துணை அமைப்பாளர்கள்: — [1166, 110, 1302, 123]
field-label: துணை அமைப்பாளர்கள்: — [796, 814, 938, 827]
branch-heading: மாம்பாக்கம் கிளை–1 — [903, 1145, 1037, 1161]
column-2 — [426, 108, 774, 2362]
field-label: அமைப்பாளர்: — [796, 1434, 872, 1447]
branch-heading: மேட்டுப்பாளையம் கிளை — [519, 683, 681, 699]
booth-row — [796, 1050, 1144, 1081]
organizer-entry: அமைப்பாளர்: சே.செல்வம், 3/99 மெயின் ரோடு, நகர் — [1166, 1386, 1445, 1399]
field-label: துணை அமைப்பாளர்கள்: — [426, 1297, 563, 1310]
booth-number: பாகம் – 297 : — [56, 1367, 129, 1380]
field-label: அமைப்பாளர்: — [426, 1110, 502, 1123]
deputy-organizers-entry: துணை அமைப்பாளர்கள்: (1) ஆபாரதிராஜா, முருகன் கோவில் தெரு, செம்மனந்தல், பரிக்கல். (2) ராமணிகண்டன், முருகன் கோவில் தெரு, செம்மனந்தல், பரிக்கல். (3) செ.பாலமுருகன், முருகன் கோவில் தெரு, செம்மனந்தல், பரிக்கல். — [56, 2041, 405, 2101]
branch-heading: பெரும்பாக்கம் கிளை–1 — [1266, 1572, 1414, 1588]
deputy-organizers-entry: துணை அமைப்பாளர்கள்: (1) கா.கார்த்திக், 219/2 மேட்டுத்தெரு, பூமாம்பாக்கம். (2) ஜா.அலாவுதீன், 70/1 பள்ளி வாசல் தெரு, பூமாம்பாக்கம். — [796, 1471, 1144, 1515]
field-label: துணை அமைப்பாளர்கள்: — [56, 1773, 198, 1786]
branch-heading: கூடள்ளக்குறிச்சி கிளை–1 — [521, 534, 680, 550]
deputy-organizers-entry: துணை அமைப்பாளர்கள்: (1) பா.சிவகுரு, 90 ஈஸ்வரன் கோவில் பின்புறம், திருநாவலூர். (2) சுபுரோம், அங்காளம்மன் கோவில் தெரு, பத்தியாப்பேட்டை, திருநாவலூர். (3) ர.கிருஷ்ணமூர்த்தி, 4 பிள்ளையார் கோவில் தெரு, பத்தியாப்பேட்டை, திருநாவலூர். — [56, 360, 405, 421]
field-label: அமைப்பாளர்: — [426, 1543, 502, 1556]
booth-number: பாகம் – 302 : — [1166, 698, 1238, 711]
organizer-entry: அமைப்பாளர்: ச.சசிகுமார், மாரியம்மன் கோவில் தெரு, ஆலவம், பரிக்கல். — [56, 1854, 405, 1883]
branch-heading: செம்மனந்தல் கிளை — [168, 1982, 293, 1998]
dateline: சென்னை 14.12.2025 — [1245, 55, 1513, 84]
booth-organizer: அ. ஆனந்தராஜா, அம்மன் கோவில் தெரு, வடக்கு தெரு, அகுறும்பூர், உளுந்தூர் பேட்டை, கள்ளக்குறிச்சி. — [128, 243, 405, 272]
organizer-entry: அமைப்பாளர்: கு.பார்த்திபன், 2/277 ரோட்டுத் தெரு, மேட்டுப்பாளையம், கூ.கள்ளக்குறிச்சி. — [426, 705, 774, 734]
booth-row — [426, 423, 774, 454]
organizer-entry: அமைப்பாளர்: அ.அன்புதன், மாரியம்மன் கோவில் தெரு, செஞ்சிகுப்பம், திருநாவலூர். — [56, 1736, 405, 1765]
field-label: அமைப்பாளர்: — [796, 628, 872, 641]
booth-organizer: விக்னேஷ்கோவில், தெரு, நாச்சியார்பேட்டை, உளுந்தூர்பேட்டை, கள்ளக்குறிச்சி. — [1237, 1305, 1514, 1334]
branch-heading: உடையானந்தல் கிளை — [530, 1687, 670, 1702]
field-label: துணை அமைப்பாளர்கள்: — [426, 907, 561, 920]
field-label: அமைப்பாளர்: — [796, 777, 872, 790]
deputy-organizers-entry: துணை அமைப்பாளர்கள்: (1) ரா.ஏழுமலை, ரோட்டுத் தெரு, ஈஸ்வரகண்டநல்லூர். (2) க.மணிகண்டன், 399 பிள்ளையார் கோவில் தெரு, ஈஸ்வரகண்டநல்லூர். (3) கு.கமல்ராஜ், பிள்ளையார் கோவில் தெரு, ஈஸ்வரகண்டநல்லூர். — [796, 665, 1144, 725]
booth-row — [56, 1505, 405, 1536]
field-label: அமைப்பாளர்: — [1166, 1031, 1242, 1044]
organizer-entry: அமைப்பாளர்: ச.ராசுகவராஜன், மாரியம்மன் கோவில் தெரு, உடையானந்தல், திருநாவலூர். — [426, 1708, 774, 1737]
field-label: அமைப்பாளர்: — [796, 191, 872, 204]
branch-heading: ஆலவம் கிளை — [183, 1832, 278, 1848]
organizer-entry: அமைப்பாளர்: வெ.ராஜேஷ், அம்மன் கோவில் தெரு, மடப்பட்டு, உளுந்தூர்பேட்டை, கள்ளக்குறிச்சி. — [1166, 795, 1514, 823]
branch-heading: வைப்பாளையம் கிளை — [528, 1852, 673, 1868]
booth-organizers-heading: பாக அமைப்பாளர்கள்: — [1281, 1460, 1399, 1473]
field-label: அமைப்பாளர்: — [796, 927, 872, 940]
branch-heading: ஈஸ்வரகண்டநல்லூர் கிளை — [886, 606, 1054, 622]
branch-heading: ஆதிதிராவிடர் குடியிருப்பு கிளை — [498, 262, 703, 278]
field-label: துணை அமைப்பாளர்கள்: — [56, 2041, 194, 2054]
booth-number: பாகம் – 306 : — [796, 1086, 868, 1099]
organizer-entry: அமைப்பாளர்: ரா.விஜயகுமார், முருகன் கோவில் தெரு, பூமாம்பாக்கம். — [796, 1434, 1144, 1463]
continued-text: குடியிருப்பு, திருநாவலூர். (3) கு.சுகேந்திரன், மாரியம்மன் கோவில் தெரு, உடையானந்தல் குடியிருப்பு, திருநாவலூர். — [796, 110, 1144, 139]
branch-heading: செஞ்சிகுப்பம் கிளை — [165, 1565, 295, 1581]
branch-heading: மாம்பாக்கம் கிளை–2 — [903, 1278, 1037, 1294]
field-label: துணை அமைப்பாளர்கள்: — [426, 592, 562, 605]
branch-heading: மடப்பட்டு கிளை — [1286, 773, 1394, 789]
newspaper-name: முரசொலி — [779, 55, 896, 85]
booth-organizer: ப.சபாபதி,மணலூர், உத்தரவேல் நகர், கிழக்கு மருதூர், உளுந்தூர்பேட்டை, கள்ளக்குறிச்சி. — [868, 547, 1144, 576]
organizer-entry: அமைப்பாளர்: ஊ.சிவம்பரன், 45 புது குடியிருப்பு, திருநாவலூர். — [56, 1024, 386, 1037]
booth-organizer: திருமூர்த்தி கோவில் தெரு, ஆலவம், பரிக்கல், உளுந்தூர்பேட்டை, கள்ளக்குறிச்சி — [498, 424, 774, 453]
booth-number: பாகம் – 130 : — [1166, 1479, 1238, 1492]
field-label: அமைப்பாளர்: — [56, 134, 132, 147]
column-1 — [56, 108, 405, 2362]
field-label: துணை அமைப்பாளர்கள்: — [1166, 1068, 1306, 1081]
field-label: அமைப்பாளர்: — [426, 134, 502, 147]
booth-row — [426, 1028, 774, 1060]
booth-organizers-heading: பாக அமைப்பாளர்கள்: — [911, 1523, 1029, 1536]
booth-organizers-heading: பாக அமைப்பாளர்கள்: — [911, 493, 1029, 506]
field-label: துணை அமைப்பாளர்கள்: — [56, 360, 191, 373]
branch-heading: திருநாவலூர் கிளை–1 — [163, 719, 298, 735]
booth-number: பாகம் – 299 : — [56, 1437, 129, 1450]
booth-organizers-heading: பாக அமைப்பாளர்கள்: — [1281, 226, 1399, 239]
booth-organizers-heading: பாக அமைப்பாளர்கள்: — [541, 405, 660, 418]
field-label: துணை அமைப்பாளர்கள்: — [796, 1860, 931, 1873]
organizer-entry: அமைப்பாளர்: வெஜி, கடலூர் மெயின் ரோடு, கெடிலம், திருநாவலூர். — [56, 1291, 405, 1320]
booth-number: பாகம் – 262 : — [1166, 311, 1238, 324]
deputy-organizers-entry: துணை அமைப்பாளர்கள்: (1) ச.சதிஷ், 4/367 மாரியம்மன் கோவில் தெரு, குச்சிப்பாளையம், பரிக்கல். (2) வ.கோகுல் கண்ணன், 358 மாரியம்மன் கோவில் தெரு, குச்சிப்பாளையம், பரிக்கல். (3) ச.கலைசெல்வன், 291 மாரியம்மன் கோவில் தெரு, குச்சிப்பாளையம், பரிக்கல். — [426, 155, 774, 232]
organizer-entry: அமைப்பாளர்: ஏ.சந்தோஷ்குமார், 3/56 அய்யனார் கோவில் தெரு, சிறுளாப்பட்டு, திருநாவலூர் — [1166, 574, 1514, 602]
booth-organizer: ச.தவீன், பூமாம்பாக்கம், உளுந்தூர்பேட்டை, கள்ளக்குறிச்சி. — [868, 1577, 1144, 1606]
